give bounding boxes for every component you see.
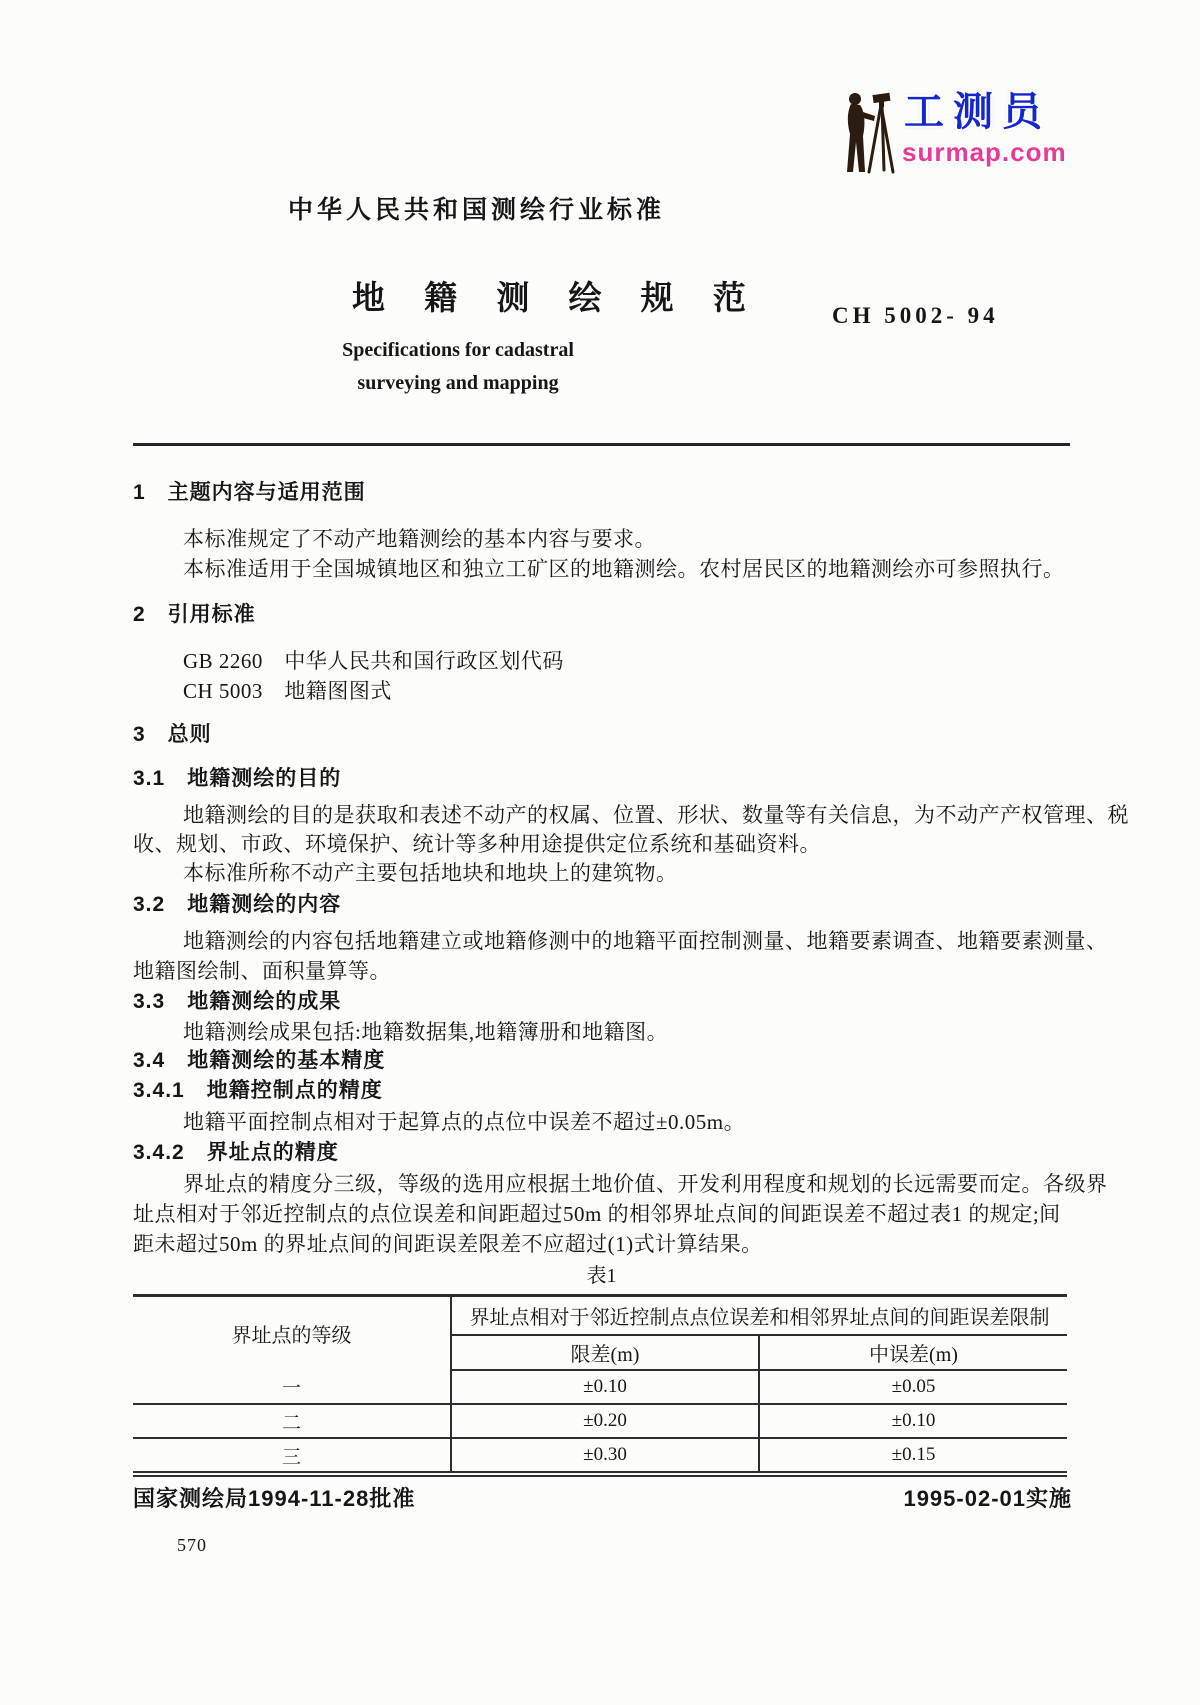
standard-class-label: 中华人民共和国测绘行业标准 — [288, 196, 666, 224]
table-header-span: 界址点相对于邻近控制点点位误差和相邻界址点间的间距误差限制 — [451, 1296, 1067, 1336]
section-3-3-para-line: 地籍测绘成果包括:地籍数据集,地籍簿册和地籍图。 — [183, 1020, 669, 1044]
logo-name-cn: 工测员 — [904, 90, 1051, 134]
section-3-1-heading: 3.1 地籍测绘的目的 — [133, 767, 342, 790]
table-1 — [133, 1294, 1067, 1477]
implementation-text: 1995-02-01实施 — [903, 1486, 1072, 1511]
table1-caption: 表1 — [586, 1265, 617, 1287]
section-1-para-line: 本标准适用于全国城镇地区和独立工矿区的地籍测绘。农村居民区的地籍测绘亦可参照执行。 — [183, 557, 1065, 581]
table-header-row — [133, 1296, 1067, 1336]
table-cell-mse: ±0.10 — [759, 1404, 1067, 1438]
section-2-heading: 2 引用标准 — [133, 603, 256, 626]
section-3-4-2-para-line: 距未超过50m 的界址点间的间距误差限差不应超过(1)式计算结果。 — [133, 1232, 763, 1256]
table-header-grade: 界址点的等级 — [133, 1296, 451, 1371]
section-1-para-line: 本标准规定了不动产地籍测绘的基本内容与要求。 — [183, 527, 656, 551]
logo-domain: surmap.com — [902, 137, 1067, 167]
section-3-1-para-line: 收、规划、市政、环境保护、统计等多种用途提供定位系统和基础资料。 — [133, 832, 821, 856]
table-row — [133, 1438, 1067, 1474]
approval-text: 国家测绘局1994-11-28批准 — [133, 1486, 416, 1511]
section-3-4-1-para-line: 地籍平面控制点相对于起算点的点位中误差不超过±0.05m。 — [183, 1110, 746, 1134]
table-cell-grade: 二 — [133, 1404, 451, 1438]
section-3-2-para-line: 地籍测绘的内容包括地籍建立或地籍修测中的地籍平面控制测量、地籍要素调查、地籍要素测量、 — [183, 929, 1108, 953]
table-cell-grade: 一 — [133, 1370, 451, 1404]
document-title-cn: 地 籍 测 绘 规 范 — [352, 279, 761, 316]
surmap-logo — [838, 88, 1083, 178]
standard-number: CH 5002- 94 — [832, 303, 999, 328]
section-3-4-2-para-line: 址点相对于邻近控制点的点位误差和间距超过50m 的相邻界址点间的间距误差不超过表1 的规定;间 — [133, 1202, 1061, 1226]
header-rule — [133, 443, 1070, 446]
section-3-4-heading: 3.4 地籍测绘的基本精度 — [133, 1049, 386, 1072]
document-title-en-line2: surveying and mapping — [357, 372, 559, 394]
table-cell-limit: ±0.30 — [451, 1438, 759, 1474]
table-header-mse: 中误差(m) — [759, 1335, 1067, 1370]
surveyor-tripod-icon — [838, 90, 900, 176]
section-3-1-para-line: 地籍测绘的目的是获取和表述不动产的权属、位置、形状、数量等有关信息，为不动产产权管理、税 — [183, 803, 1129, 827]
table-cell-mse: ±0.05 — [759, 1370, 1067, 1404]
section-3-4-2-heading: 3.4.2 界址点的精度 — [133, 1141, 339, 1164]
section-3-2-para-line: 地籍图绘制、面积量算等。 — [133, 959, 391, 983]
reference-item: GB 2260 中华人民共和国行政区划代码 — [183, 649, 564, 673]
reference-item: CH 5003 地籍图图式 — [183, 679, 392, 703]
document-title-en-line1: Specifications for cadastral — [342, 339, 574, 361]
table-cell-mse: ±0.15 — [891, 1444, 936, 1465]
table-cell-grade: 三 — [133, 1438, 451, 1474]
section-3-3-heading: 3.3 地籍测绘的成果 — [133, 990, 342, 1013]
section-3-4-2-para-line: 界址点的精度分三级，等级的选用应根据土地价值、开发利用程度和规划的长远需要而定。各级界 — [183, 1172, 1108, 1196]
section-3-2-heading: 3.2 地籍测绘的内容 — [133, 893, 342, 916]
table-cell-limit: ±0.10 — [451, 1370, 759, 1404]
page-number: 570 — [177, 1535, 207, 1555]
section-3-heading: 3 总则 — [133, 723, 212, 746]
table-row — [133, 1370, 1067, 1404]
section-3-1-para-line: 本标准所称不动产主要包括地块和地块上的建筑物。 — [183, 861, 678, 885]
table-cell-limit: ±0.20 — [451, 1404, 759, 1438]
section-3-4-1-heading: 3.4.1 地籍控制点的精度 — [133, 1079, 383, 1102]
table-row — [133, 1404, 1067, 1438]
section-1-heading: 1 主题内容与适用范围 — [133, 481, 366, 504]
table-header-limit: 限差(m) — [451, 1335, 759, 1370]
